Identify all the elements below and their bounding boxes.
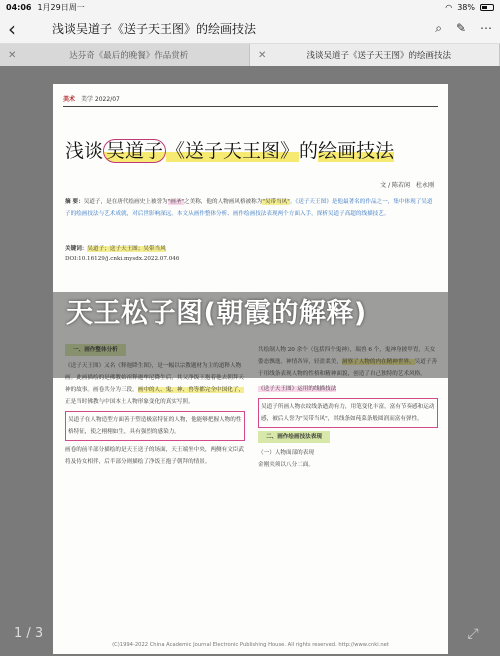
tab-davinci[interactable] bbox=[0, 44, 250, 66]
tab-bar bbox=[0, 44, 500, 66]
body-text: 画中的人、鬼、神、兽等都完全中国化了， bbox=[137, 387, 245, 393]
body-text: 画卷的前半部分描绘的是天王送子的场面，天王端坐中央，两侧有文臣武将及侍女相伴，后半部分则描绘了净饭王抱子朝拜的情景。 bbox=[65, 447, 245, 465]
section-heading: 一、画作整体分析 bbox=[65, 344, 126, 356]
tab-wudaozi[interactable] bbox=[250, 44, 500, 66]
heading-part: 绘画技法 bbox=[318, 140, 395, 162]
abstract-text: 吴道子，是在唐代绘画史上被誉为 bbox=[83, 199, 168, 205]
heading-part: 《送子天王图》 bbox=[166, 140, 300, 162]
search-icon[interactable]: ⌕ bbox=[435, 21, 442, 35]
body-text: 正是当时佛教与中国本土人物形象变化的真实写照。 bbox=[65, 399, 194, 405]
doi: DOI:10.16129/j.cnki.mysdx.2022.07.046 bbox=[65, 256, 180, 262]
keywords bbox=[65, 244, 166, 252]
keywords-label: 关键词： bbox=[65, 246, 88, 252]
heading-part: 的 bbox=[299, 140, 319, 162]
close-icon[interactable]: ✕ bbox=[8, 49, 17, 61]
close-icon[interactable]: ✕ bbox=[258, 49, 267, 61]
tab-label: 浅谈吴道子《送子天王图》的绘画技法 bbox=[306, 51, 451, 61]
abstract-text: "画圣" bbox=[167, 199, 184, 205]
body-text: 共绘制人物 20 余个（包括四个鬼神），瑞兽 6 个，鬼神身披甲胄，天女姿态飘逸，神情各异，轻盈柔美， bbox=[258, 347, 436, 365]
heading-part: 吴道子 bbox=[103, 139, 166, 163]
keywords-text: 吴道子；送子天王图；吴带当风 bbox=[87, 246, 166, 252]
body-text: 《送子天王图》运用的线描技法 bbox=[258, 386, 337, 392]
overlay-title: 天王松子图(朝霞的解释) bbox=[66, 298, 367, 329]
journal-header bbox=[63, 94, 120, 103]
journal-logo: 美术 bbox=[63, 96, 76, 103]
authors: 文 / 陈若闲 杜永刚 bbox=[380, 182, 434, 189]
title-bar bbox=[0, 14, 500, 44]
abstract-text: 。《送子天王图》是他最著名的作品之一，集中体现了吴道子的绘画技法与艺术成就，对后世影响深远。本文从画作整体分析、画作绘画技法表现两个方面入手，探析吴道子高超的线描技艺。 bbox=[65, 199, 433, 217]
body-text: 吴道子所画人物衣纹线条遒劲有力，用笔变化丰富，富有节奏感和运动感，被后人誉为"吴带当风"，其线条如莼菜条般圆润而富有弹性。 bbox=[261, 404, 435, 422]
body-text: 吴道子在人物造型方面善于塑造极富特征的人物，他能够把握人物的性格特征，使之栩栩如生，具有强烈的感染力。 bbox=[68, 417, 242, 435]
back-chevron-icon[interactable]: ‹ bbox=[8, 16, 16, 41]
body-text: 金刚夹须以八分二面。 bbox=[258, 462, 314, 468]
abstract-text: "吴带当风" bbox=[262, 199, 290, 205]
subsection-heading: （一）人物面部的表现 bbox=[258, 450, 314, 456]
document-title: 浅谈吴道子《送子天王图》的绘画技法 bbox=[52, 22, 257, 36]
body-text: 《送子天王图》又名《释迦降生图》，是一幅以宗教题材为主的道释人物画。此画描绘的是佛教始祖释迦牟尼降生后，其父净饭王抱着他去朝拜天神的故事。画卷共分为三段， bbox=[65, 363, 245, 393]
section-heading: 二、画作绘画技法表现 bbox=[258, 431, 330, 443]
status-time: 04:06 bbox=[6, 2, 32, 12]
status-bar bbox=[0, 0, 500, 14]
abstract-label: 摘 要： bbox=[65, 199, 84, 205]
status-date: 1月29日周一 bbox=[37, 2, 85, 12]
abstract bbox=[65, 196, 437, 220]
tab-label: 达芬奇《最后的晚餐》作品赏析 bbox=[69, 51, 189, 61]
annotation-box bbox=[258, 398, 438, 428]
heading-part: 浅谈 bbox=[65, 140, 104, 162]
body-text: 吴道子善于用线条表现人物的性格和精神面貌，创造了自己独特的艺术风格。 bbox=[258, 359, 438, 377]
battery-icon bbox=[480, 4, 494, 11]
wifi-icon: ◠ bbox=[445, 2, 453, 12]
body-text: 洞察了人物的内在精神世界。 bbox=[341, 359, 415, 365]
status-right bbox=[445, 3, 494, 12]
toolbar-icons bbox=[435, 21, 492, 36]
fullscreen-icon[interactable]: ⤢ bbox=[467, 626, 479, 642]
abstract-text: 之美称，他的人物画风格被称为 bbox=[184, 199, 263, 205]
header-rule bbox=[63, 106, 438, 107]
annotate-icon[interactable]: ✎ bbox=[455, 21, 466, 35]
copyright-footer: (C)1994-2022 China Academic Journal Electronic Publishing House. All rights reserved. http://www.cnki.net bbox=[112, 642, 389, 648]
article-heading bbox=[65, 136, 440, 163]
battery-percent: 38% bbox=[457, 2, 475, 12]
more-icon[interactable]: ⋯ bbox=[480, 21, 492, 35]
page-indicator: 1 / 3 bbox=[14, 626, 44, 641]
journal-issue: 美学 2022/07 bbox=[81, 96, 120, 103]
annotation-box bbox=[65, 411, 245, 441]
